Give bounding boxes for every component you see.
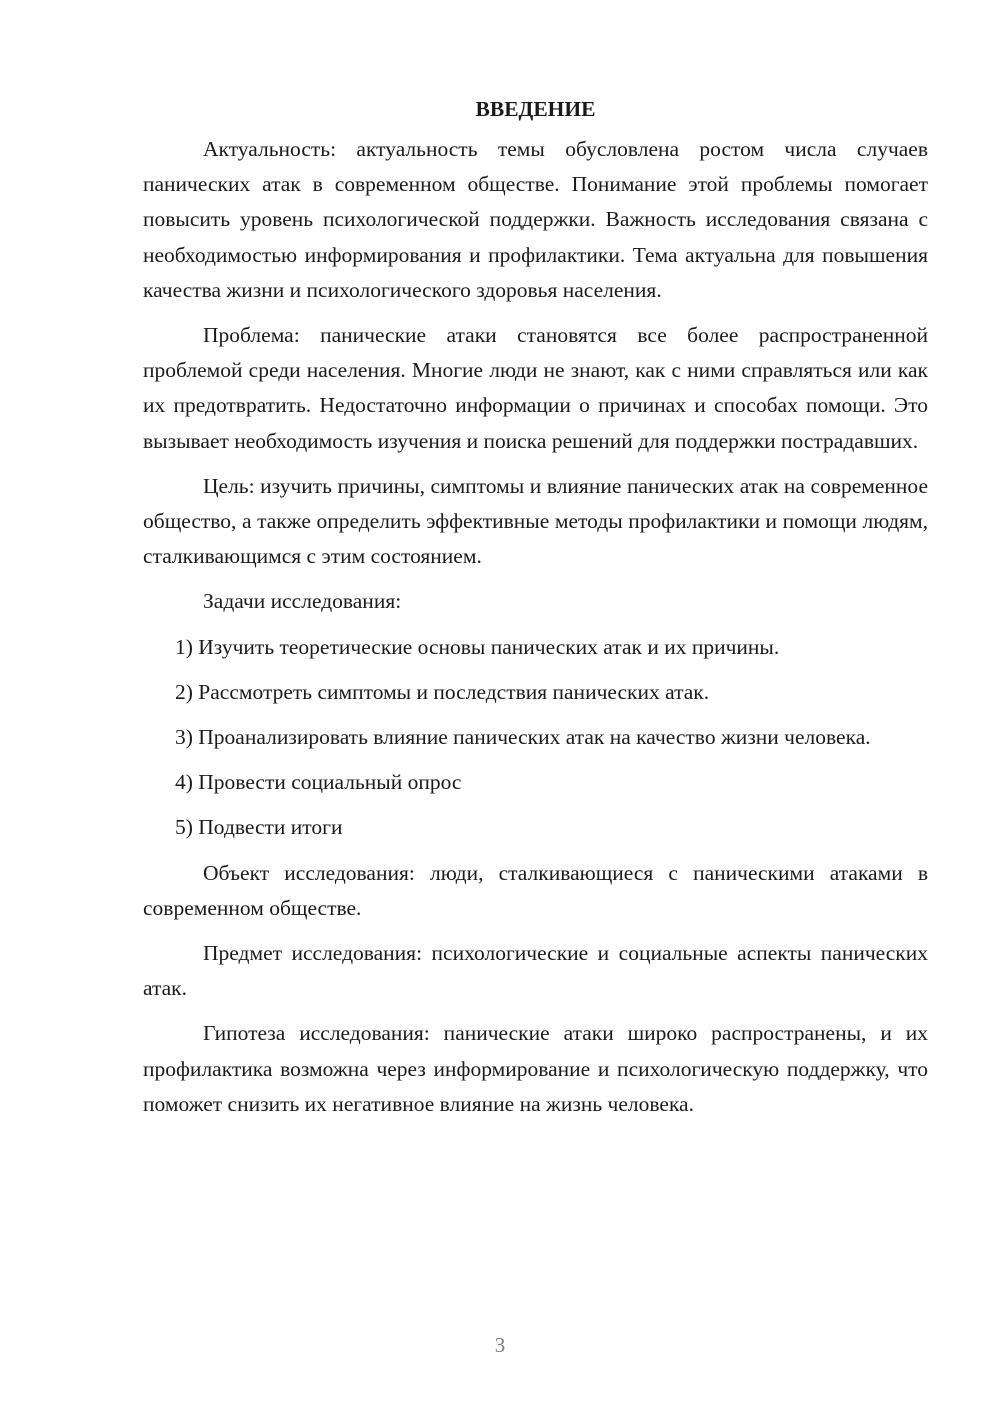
task-item-4: 4) Провести социальный опрос: [175, 770, 462, 795]
task-item-1: 1) Изучить теоретические основы панических атак и их причины.: [175, 634, 780, 659]
paragraph-tasks-intro: Задачи исследования:: [203, 589, 402, 614]
task-item-5: 5) Подвести итоги: [175, 815, 343, 840]
paragraph-problem: Проблема: панические атаки становятся все более распространенной проблемой среди населения. Многие люди не знают, как с ними справляться или как их предотвратить. Недостаточно информации о причинах и способах помощи. Это вызывает необходимость изучения и поиска решений для поддержки пострадавших.: [143, 323, 928, 453]
page-number: 3: [494, 1333, 506, 1357]
task-item-2: 2) Рассмотреть симптомы и последствия панических атак.: [175, 679, 710, 704]
section-heading: ВВЕДЕНИЕ: [475, 97, 596, 121]
paragraph-object: Объект исследования: люди, сталкивающиеся с паническими атаками в современном обществе.: [143, 860, 928, 920]
document-page: [143, 92, 928, 1132]
task-item-3: 3) Проанализировать влияние панических атак на качество жизни человека.: [175, 725, 871, 750]
paragraph-hypothesis: Гипотеза исследования: панические атаки широко распространены, и их профилактика возможна через информирование и психологическую поддержку, что поможет снизить их негативное влияние на жизнь человека.: [143, 1021, 928, 1116]
paragraph-goal: Цель: изучить причины, симптомы и влияние панических атак на современное общество, а также определить эффективные методы профилактики и помощи людям, сталкивающимся с этим состоянием.: [143, 473, 928, 569]
paragraph-subject: Предмет исследования: психологические и социальные аспекты панических атак.: [143, 941, 928, 1001]
paragraph-relevance: Актуальность: актуальность темы обусловлена ростом числа случаев панических атак в современном обществе. Понимание этой проблемы помогает повысить уровень психологической поддержки. Важность исследования связана с необходимостью информирования и профилактики. Тема актуальна для повышения качества жизни и психологического здоровья населения.: [143, 137, 928, 302]
